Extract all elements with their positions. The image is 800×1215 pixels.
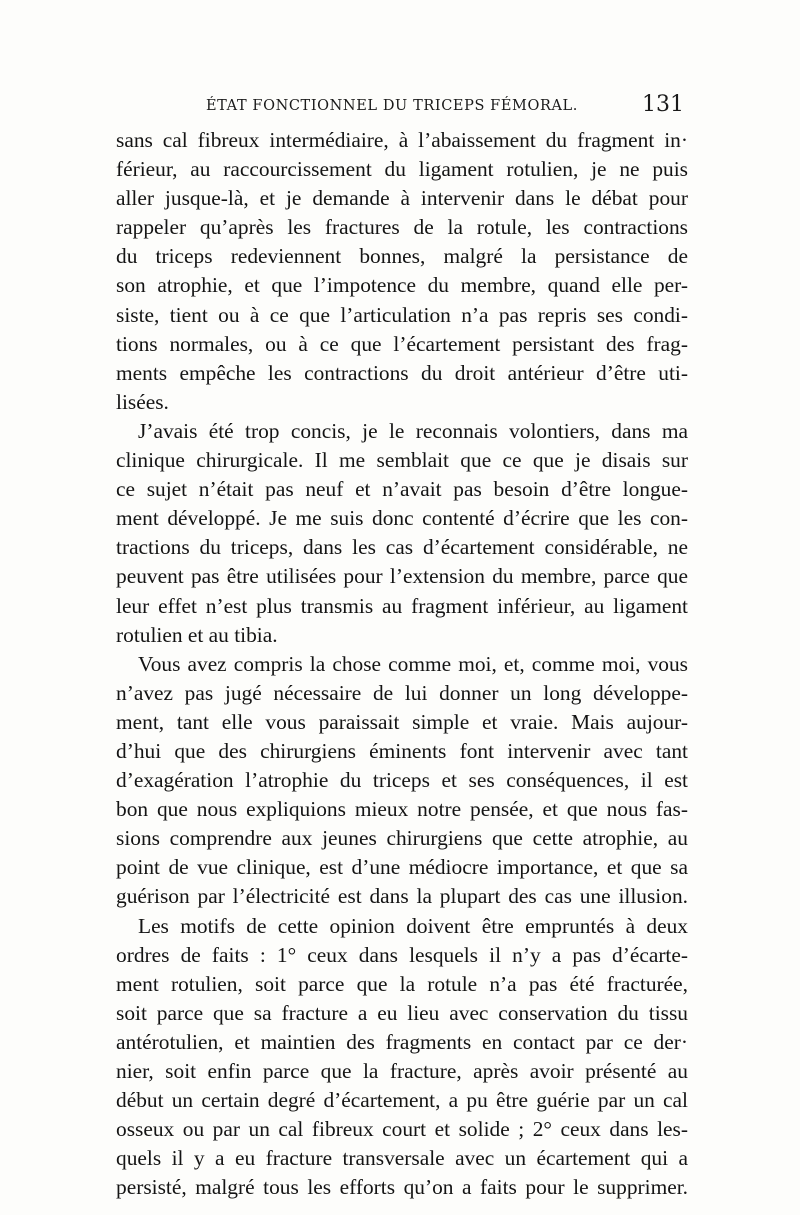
text-line: lisées. bbox=[116, 389, 169, 414]
text-line: ment, tant elle vous paraissait simple et vraie. Mais aujour- bbox=[116, 709, 688, 734]
text-line: osseux ou par un cal fibreux court et solide ; 2° ceux dans les- bbox=[116, 1117, 688, 1142]
text-line: peuvent pas être utilisées pour l’extension du membre, parce que bbox=[116, 564, 688, 589]
text-line: soit parce que sa fracture a eu lieu avec conservation du tissu bbox=[116, 1000, 688, 1025]
text-line: bon que nous expliquions mieux notre pensée, et que nous fas- bbox=[116, 797, 688, 822]
text-line: du triceps redeviennent bonnes, malgré la persistance de bbox=[116, 244, 688, 269]
text-line: leur effet n’est plus transmis au fragment inférieur, au ligament bbox=[116, 593, 688, 618]
text-line: rotulien et au tibia. bbox=[116, 622, 278, 647]
page-number: 131 bbox=[642, 92, 684, 117]
text-line: clinique chirurgicale. Il me semblait que ce que je disais sur bbox=[116, 448, 688, 473]
text-line: son atrophie, et que l’impotence du membre, quand elle per- bbox=[116, 273, 688, 298]
running-title: ÉTAT FONCTIONNEL DU TRICEPS FÉMORAL. bbox=[206, 98, 578, 114]
text-line: tractions du triceps, dans les cas d’écartement considérable, ne bbox=[116, 535, 688, 560]
text-line: n’avez pas jugé nécessaire de lui donner un long développe- bbox=[116, 680, 688, 705]
text-line: d’hui que des chirurgiens éminents font intervenir avec tant bbox=[116, 738, 688, 763]
text-line: tions normales, ou à ce que l’écartement persistant des frag- bbox=[116, 331, 688, 356]
text-line: ment développé. Je me suis donc contenté d’écrire que les con- bbox=[116, 506, 688, 531]
running-head bbox=[116, 92, 684, 120]
text-line: Vous avez compris la chose comme moi, et, comme moi, vous bbox=[138, 651, 688, 676]
text-line: ment rotulien, soit parce que la rotule n’a pas été fracturée, bbox=[116, 971, 688, 996]
body-text bbox=[116, 126, 688, 1202]
text-line: ce sujet n’était pas neuf et n’avait pas besoin d’être longue- bbox=[116, 477, 688, 502]
text-line: guérison par l’électricité est dans la plupart des cas une illusion. bbox=[116, 884, 688, 909]
text-line: sions comprendre aux jeunes chirurgiens que cette atrophie, au bbox=[116, 826, 688, 851]
text-line: ments empêche les contractions du droit antérieur d’être uti- bbox=[116, 360, 688, 385]
text-line: antérotulien, et maintien des fragments en contact par ce der· bbox=[116, 1029, 688, 1054]
text-line: siste, tient ou à ce que l’articulation n’a pas repris ses condi- bbox=[116, 302, 688, 327]
text-line: début un certain degré d’écartement, a pu être guérie par un cal bbox=[116, 1088, 688, 1113]
text-line: Les motifs de cette opinion doivent être empruntés à deux bbox=[138, 913, 688, 938]
text-line: nier, soit enfin parce que la fracture, après avoir présenté au bbox=[116, 1059, 688, 1083]
text-line: férieur, au raccourcissement du ligament rotulien, je ne puis bbox=[116, 157, 688, 182]
text-line: persisté, malgré tous les efforts qu’on a faits pour le supprimer. bbox=[116, 1175, 688, 1200]
text-line: point de vue clinique, est d’une médiocre importance, et que sa bbox=[116, 855, 688, 880]
text-line: d’exagération l’atrophie du triceps et ses conséquences, il est bbox=[116, 768, 688, 793]
text-line: J’avais été trop concis, je le reconnais volontiers, dans ma bbox=[138, 418, 688, 443]
text-line: rappeler qu’après les fractures de la rotule, les contractions bbox=[116, 215, 688, 240]
text-line: quels il y a eu fracture transversale avec un écartement qui a bbox=[116, 1146, 688, 1171]
text-line: ordres de faits : 1° ceux dans lesquels il n’y a pas d’écarte- bbox=[116, 942, 688, 967]
text-line: aller jusque-là, et je demande à intervenir dans le débat pour bbox=[116, 186, 688, 211]
text-line: sans cal fibreux intermédiaire, à l’abaissement du fragment in· bbox=[116, 128, 688, 152]
